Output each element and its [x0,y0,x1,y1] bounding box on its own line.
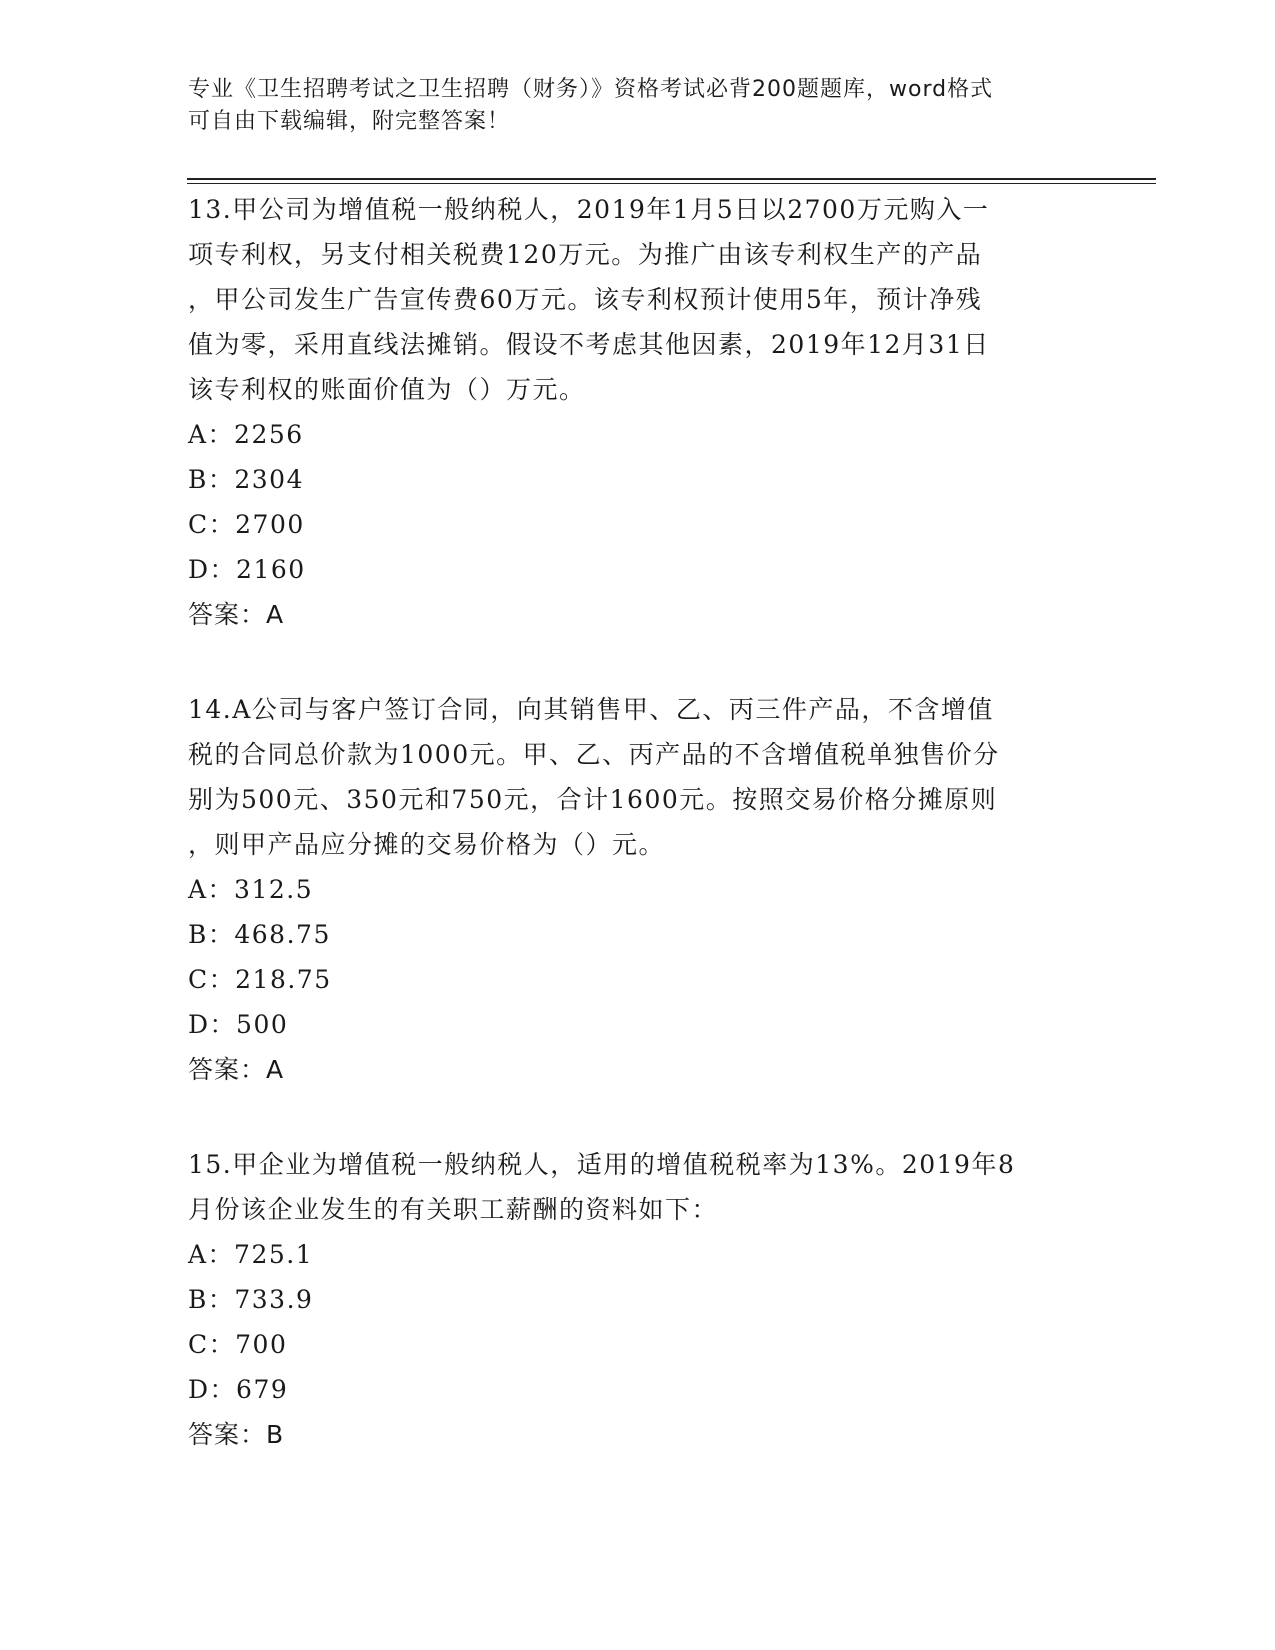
option-c: C：2700 [188,510,305,539]
question-line: 值为零，采用直线法摊销。假设不考虑其他因素，2019年12月31日 [188,330,990,359]
option-a: A：312.5 [188,875,314,904]
answer-line: 答案：B [188,1420,285,1449]
option-b: B：2304 [188,465,304,494]
header-line-2: 可自由下载编辑，附完整答案！ [188,109,511,134]
answer-line: 答案：A [188,1055,285,1084]
question-line: 该专利权的账面价值为（）万元。 [188,375,586,404]
question-stem [188,187,1068,412]
header-divider-thick [187,178,1156,180]
question-line: 项专利权，另支付相关税费120万元。为推广由该专利权生产的产品 [188,240,983,269]
option-c: C：700 [188,1330,288,1359]
question-line: ，则甲产品应分摊的交易价格为（）元。 [188,830,666,859]
question-line: 税的合同总价款为1000元。甲、乙、丙产品的不含增值税单独售价分 [188,740,1000,769]
document-header [188,74,1068,138]
question-13 [188,187,1068,637]
question-line: 13.甲公司为增值税一般纳税人，2019年1月5日以2700万元购入一 [188,195,990,224]
question-stem [188,1142,1068,1232]
question-15 [188,1142,1068,1457]
option-c: C：218.75 [188,965,332,994]
answer-line: 答案：A [188,600,285,629]
question-stem [188,687,1068,867]
header-line-1: 专业《卫生招聘考试之卫生招聘（财务）》资格考试必背200题题库，word格式 [188,77,994,102]
option-a: A：725.1 [188,1240,314,1269]
option-b: B：468.75 [188,920,331,949]
option-d: D：500 [188,1010,289,1039]
option-a: A：2256 [188,420,304,449]
question-line: 月份该企业发生的有关职工薪酬的资料如下： [188,1195,719,1224]
option-d: D：679 [188,1375,289,1404]
header-divider-thin [187,183,1156,184]
option-d: D：2160 [188,555,306,584]
question-14 [188,687,1068,1092]
question-line: 别为500元、350元和750元，合计1600元。按照交易价格分摊原则 [188,785,998,814]
question-line: ，甲公司发生广告宣传费60万元。该专利权预计使用5年，预计净残 [188,285,983,314]
question-line: 14.A公司与客户签订合同，向其销售甲、乙、丙三件产品，不含增值 [188,695,994,724]
question-line: 15.甲企业为增值税一般纳税人，适用的增值税税率为13%。2019年8 [188,1150,1016,1179]
option-b: B：733.9 [188,1285,314,1314]
